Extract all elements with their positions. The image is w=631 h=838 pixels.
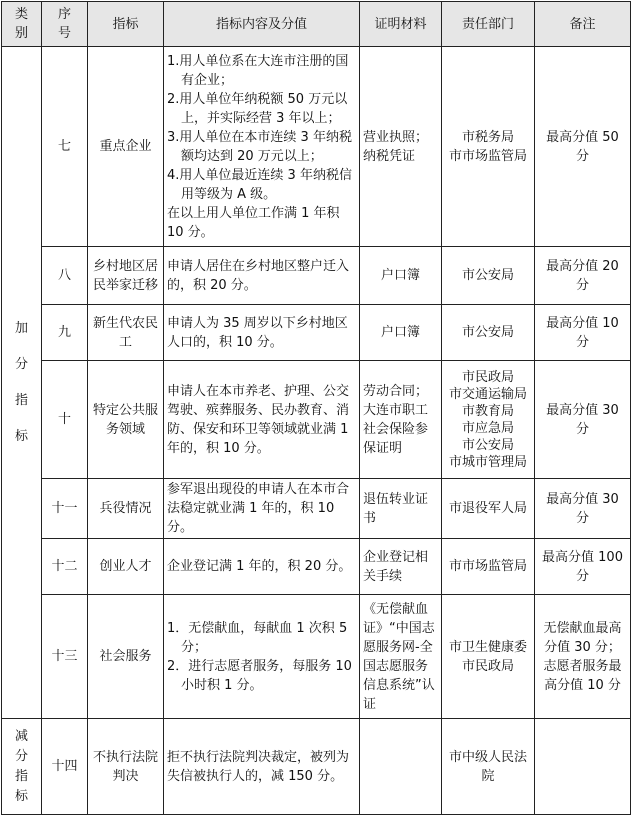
row-indicator: 创业人才 [88,539,164,595]
header-row [2,2,631,47]
row-dept: 市市场监管局 [442,539,535,595]
row-number: 九 [42,305,88,361]
row-number: 十二 [42,539,88,595]
row-indicator: 重点企业 [88,47,164,247]
table-row [2,719,631,815]
row-note: 最高分值 20 分 [535,247,631,305]
row-note [535,719,631,815]
row-dept: 市公安局 [442,305,535,361]
row-number: 十一 [42,479,88,539]
row-proof: 企业登记相关手续 [360,539,442,595]
row-proof: 退伍转业证书 [360,479,442,539]
row-proof: 劳动合同；大连市职工社会保险参保证明 [360,361,442,479]
category-sub-cell: 减 分 指 标 [2,719,42,815]
row-indicator: 乡村地区居民举家迁移 [88,247,164,305]
row-content: 1．无偿献血，每献血 1 次积 5 分； 2．进行志愿者服务，每服务 10 小时积 1 分。 [164,595,360,719]
header-proof: 证明材料 [360,2,442,47]
row-dept: 市公安局 [442,247,535,305]
row-note: 最高分值 30 分 [535,361,631,479]
row-note: 最高分值 30 分 [535,479,631,539]
row-content: 拒不执行法院判决裁定，被列为失信被执行人的，减 150 分。 [164,719,360,815]
row-content: 企业登记满 1 年的，积 20 分。 [164,539,360,595]
row-note: 最高分值 100 分 [535,539,631,595]
row-indicator: 不执行法院判决 [88,719,164,815]
header-content: 指标内容及分值 [164,2,360,47]
row-dept: 市退役军人局 [442,479,535,539]
row-dept: 市税务局 市市场监管局 [442,47,535,247]
table-row [2,47,631,247]
row-note: 最高分值 50 分 [535,47,631,247]
row-indicator: 兵役情况 [88,479,164,539]
table-row [2,595,631,719]
row-proof: 户口簿 [360,305,442,361]
header-category: 类 别 [2,2,42,47]
row-number: 十 [42,361,88,479]
row-dept: 市卫生健康委 市民政局 [442,595,535,719]
row-dept: 市民政局 市交通运输局 市教育局 市应急局 市公安局 市城市管理局 [442,361,535,479]
row-note: 最高分值 10 分 [535,305,631,361]
row-number: 十三 [42,595,88,719]
row-content: 申请人为 35 周岁以下乡村地区人口的，积 10 分。 [164,305,360,361]
row-content: 1.用人单位系在大连市注册的国有企业； 2.用人单位年纳税额 50 万元以上，并实际经营 3 年以上； 3.用人单位在本市连续 3 年纳税额均达到 20 万元以上； 4.用人单位最近连续 3 年纳税信用等级为 A 级。 在以上用人单位工作满 1 年积 10 分。 [164,47,360,247]
header-dept: 责任部门 [442,2,535,47]
header-number: 序 号 [42,2,88,47]
table-row [2,361,631,479]
row-dept: 市中级人民法院 [442,719,535,815]
row-number: 八 [42,247,88,305]
table-row [2,479,631,539]
table-row [2,247,631,305]
row-proof: 营业执照；纳税凭证 [360,47,442,247]
points-table [1,1,631,815]
header-indicator: 指标 [88,2,164,47]
table-row [2,539,631,595]
row-indicator: 新生代农民工 [88,305,164,361]
row-number: 十四 [42,719,88,815]
category-add-cell: 加 分 指 标 [2,47,42,719]
row-proof: 户口簿 [360,247,442,305]
header-note: 备注 [535,2,631,47]
row-indicator: 社会服务 [88,595,164,719]
row-indicator: 特定公共服务领域 [88,361,164,479]
row-note: 无偿献血最高分值 30 分；志愿者服务最高分值 10 分 [535,595,631,719]
row-proof [360,719,442,815]
row-number: 七 [42,47,88,247]
row-content: 申请人居住在乡村地区整户迁入的，积 20 分。 [164,247,360,305]
table-row [2,305,631,361]
row-content: 参军退出现役的申请人在本市合法稳定就业满 1 年的，积 10 分。 [164,479,360,539]
row-proof: 《无偿献血证》“中国志愿服务网-全国志愿服务信息系统”认证 [360,595,442,719]
row-content: 申请人在本市养老、护理、公交驾驶、殡葬服务、民办教育、消防、保安和环卫等领域就业满 1 年的，积 10 分。 [164,361,360,479]
